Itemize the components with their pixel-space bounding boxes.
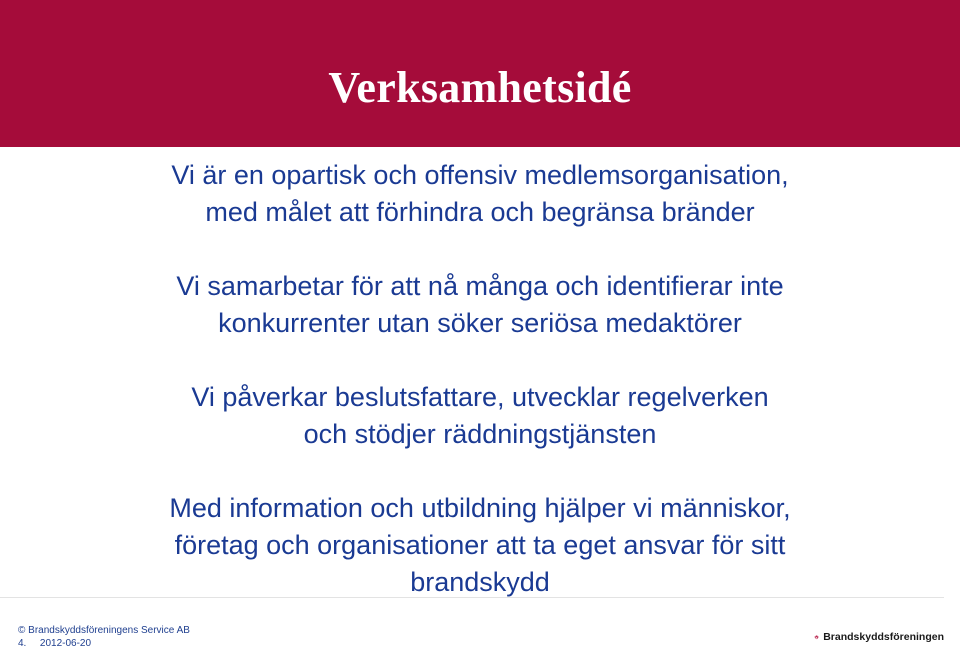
paragraph-line: Vi samarbetar för att nå många och identifierar inte <box>176 271 784 301</box>
title-bar <box>0 0 960 147</box>
footer-divider <box>0 597 944 598</box>
paragraph-line: företag och organisationer att ta eget ansvar för sitt <box>174 530 786 560</box>
paragraph-mission <box>0 157 960 231</box>
slide-title: Verksamhetsidé <box>328 63 632 112</box>
paragraph-line: med målet att förhindra och begränsa bränder <box>205 197 755 227</box>
footer-date: 2012-06-20 <box>39 638 92 649</box>
footer-info <box>18 624 190 650</box>
paragraph-line: brandskydd <box>410 567 550 597</box>
paragraph-cooperation <box>0 268 960 342</box>
flame-emblem-icon <box>814 625 819 649</box>
paragraph-line: Med information och utbildning hjälper vi människor, <box>169 493 791 523</box>
footer-copyright: © Brandskyddsföreningens Service AB <box>18 625 190 636</box>
paragraph-line: och stödjer räddningstjänsten <box>303 419 657 449</box>
brandskyddsforeningen-logo <box>814 624 944 650</box>
logo-text: Brandskyddsföreningen <box>823 631 944 643</box>
paragraph-influence <box>0 379 960 453</box>
paragraph-line: konkurrenter utan söker seriösa medaktörer <box>218 308 742 338</box>
paragraph-line: Vi är en opartisk och offensiv medlemsorganisation, <box>171 160 789 190</box>
page-number: 4. <box>18 638 27 649</box>
paragraph-information <box>0 490 960 601</box>
footer-page-date <box>18 637 190 650</box>
paragraph-line: Vi påverkar beslutsfattare, utvecklar regelverken <box>191 382 769 412</box>
